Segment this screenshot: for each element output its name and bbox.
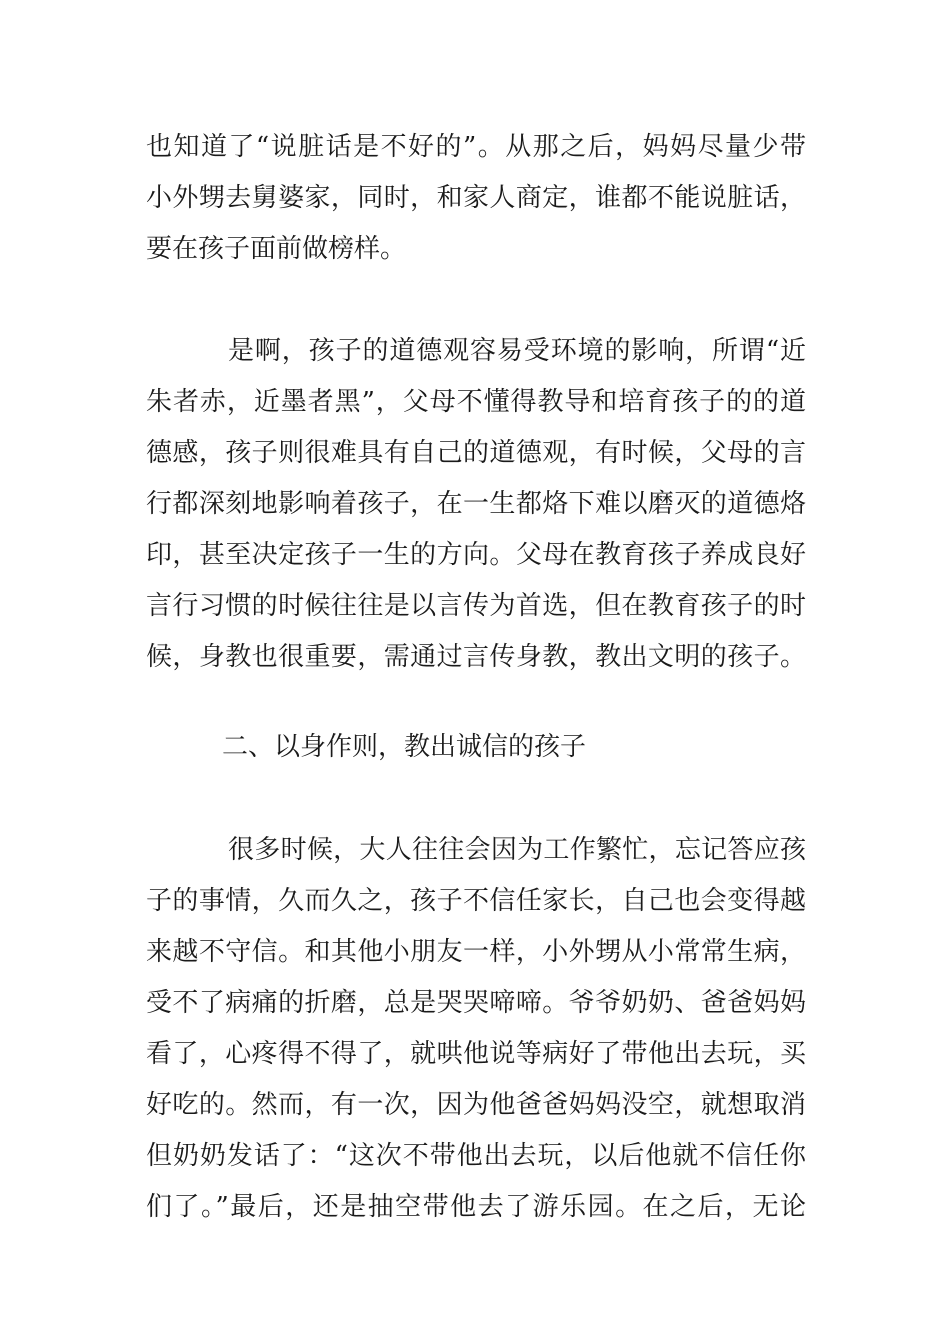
paragraph-2-line-1: 是啊，孩子的道德观容易受环境的影响，所谓“近 [228,336,806,366]
paragraph-2-line-2: 朱者赤，近墨者黑”，父母不懂得教导和培育孩子的的道 [146,387,806,417]
paragraph-3-line-7: 但奶奶发话了：“这次不带他出去玩，以后他就不信任你 [146,1141,806,1171]
paragraph-1-line-1: 也知道了“说脏话是不好的”。从那之后，妈妈尽量少带 [146,132,806,162]
paragraph-3-line-6: 好吃的。然而，有一次，因为他爸爸妈妈没空，就想取消 [146,1090,806,1120]
paragraph-3-line-3: 来越不守信。和其他小朋友一样，小外甥从小常常生病， [146,937,806,967]
paragraph-3-line-8: 们了。”最后，还是抽空带他去了游乐园。在之后，无论 [146,1192,806,1222]
paragraph-3-line-2: 子的事情，久而久之，孩子不信任家长，自己也会变得越 [146,886,806,916]
paragraph-1-line-3: 要在孩子面前做榜样。 [146,234,407,264]
section-heading: 二、以身作则，教出诚信的孩子 [222,732,587,762]
paragraph-2-line-6: 言行习惯的时候往往是以言传为首选，但在教育孩子的时 [146,591,806,621]
paragraph-2-line-5: 印，甚至决定孩子一生的方向。父母在教育孩子养成良好 [146,540,806,570]
paragraph-3-line-1: 很多时候，大人往往会因为工作繁忙，忘记答应孩 [228,835,806,865]
paragraph-2-line-4: 行都深刻地影响着孩子，在一生都烙下难以磨灭的道德烙 [146,489,806,519]
paragraph-2-line-3: 德感，孩子则很难具有自己的道德观，有时候，父母的言 [146,438,806,468]
paragraph-3-line-5: 看了，心疼得不得了，就哄他说等病好了带他出去玩，买 [146,1039,806,1069]
paragraph-1-line-2: 小外甥去舅婆家，同时，和家人商定，谁都不能说脏话， [146,183,806,213]
paragraph-2-line-7: 候，身教也很重要，需通过言传身教，教出文明的孩子。 [146,642,806,672]
paragraph-3-line-4: 受不了病痛的折磨，总是哭哭啼啼。爷爷奶奶、爸爸妈妈 [146,988,806,1018]
